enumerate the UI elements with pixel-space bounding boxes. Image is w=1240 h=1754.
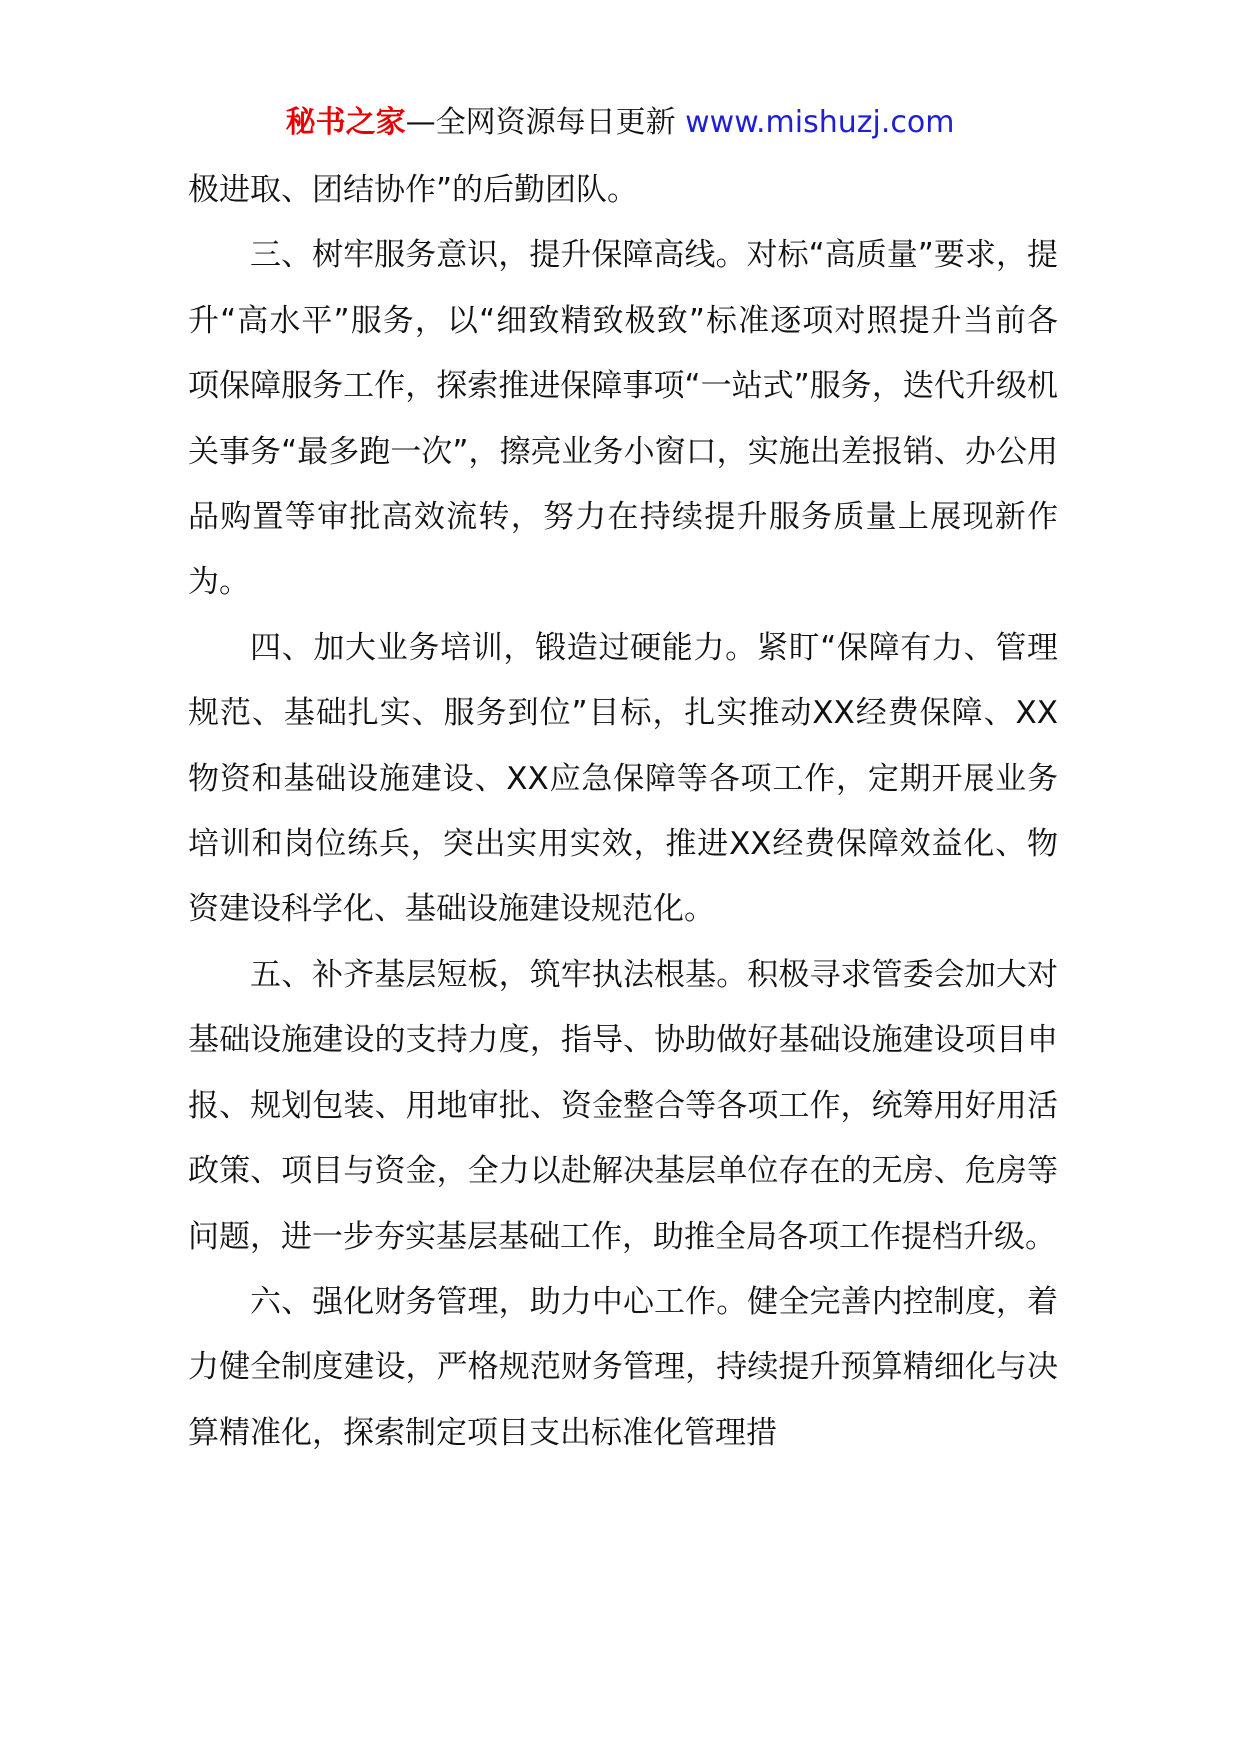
paragraph-text: 健全完善内控制度，着力健全制度建设，严格规范财务管理，持续提升预算精细化与决算精准化，探索制定项目支出标准化管理措 [188, 1283, 1059, 1451]
site-slogan: —全网资源每日更新 [405, 105, 676, 140]
paragraph-2 [188, 616, 1058, 943]
document-body [188, 158, 1058, 1466]
site-brand: 秘书之家 [285, 105, 406, 140]
paragraph-4 [188, 1270, 1058, 1466]
site-header [0, 100, 1240, 146]
paragraph-text: 极进取、团结协作”的后勤团队。 [188, 172, 639, 208]
paragraph-text: 对标“高质量”要求，提升“高水平”服务，以“细致精致极致”标准逐项对照提升当前各项保障服务工作，探索推进保障事项“一站式”服务，迭代升级机关事务“最多跑一次”，擦亮业务小窗口，实施出差报销、办公用品购置等审批高效流转，努力在持续提升服务质量上展现新作为。 [188, 237, 1059, 601]
paragraph-heading: 三、树牢服务意识，提升保障高线。 [250, 237, 747, 274]
site-url-link[interactable]: www.mishuzj.com [685, 105, 955, 140]
paragraph-heading: 六、强化财务管理，助力中心工作。 [250, 1283, 748, 1320]
paragraph-heading: 五、补齐基层短板，筑牢执法根基。 [250, 956, 748, 993]
paragraph-heading: 四、加大业务培训，锻造过硬能力。 [250, 629, 757, 666]
paragraph-text: 紧盯“保障有力、管理规范、基础扎实、服务到位”目标，扎实推动XX经费保障、XX物资和基础设施建设、XX应急保障等各项工作，定期开展业务培训和岗位练兵，突出实用实效，推进XX经费保障效益化、物资建设科学化、基础设施建设规范化。 [188, 629, 1059, 928]
paragraph-3 [188, 943, 1058, 1270]
paragraph-text: 积极寻求管委会加大对基础设施建设的支持力度，指导、协助做好基础设施建设项目申报、规划包装、用地审批、资金整合等各项工作，统筹用好用活政策、项目与资金，全力以赴解决基层单位存在的无房、危房等问题，进一步夯实基层基础工作，助推全局各项工作提档升级。 [188, 956, 1059, 1255]
paragraph-1 [188, 223, 1058, 615]
paragraph-0 [188, 158, 1058, 223]
